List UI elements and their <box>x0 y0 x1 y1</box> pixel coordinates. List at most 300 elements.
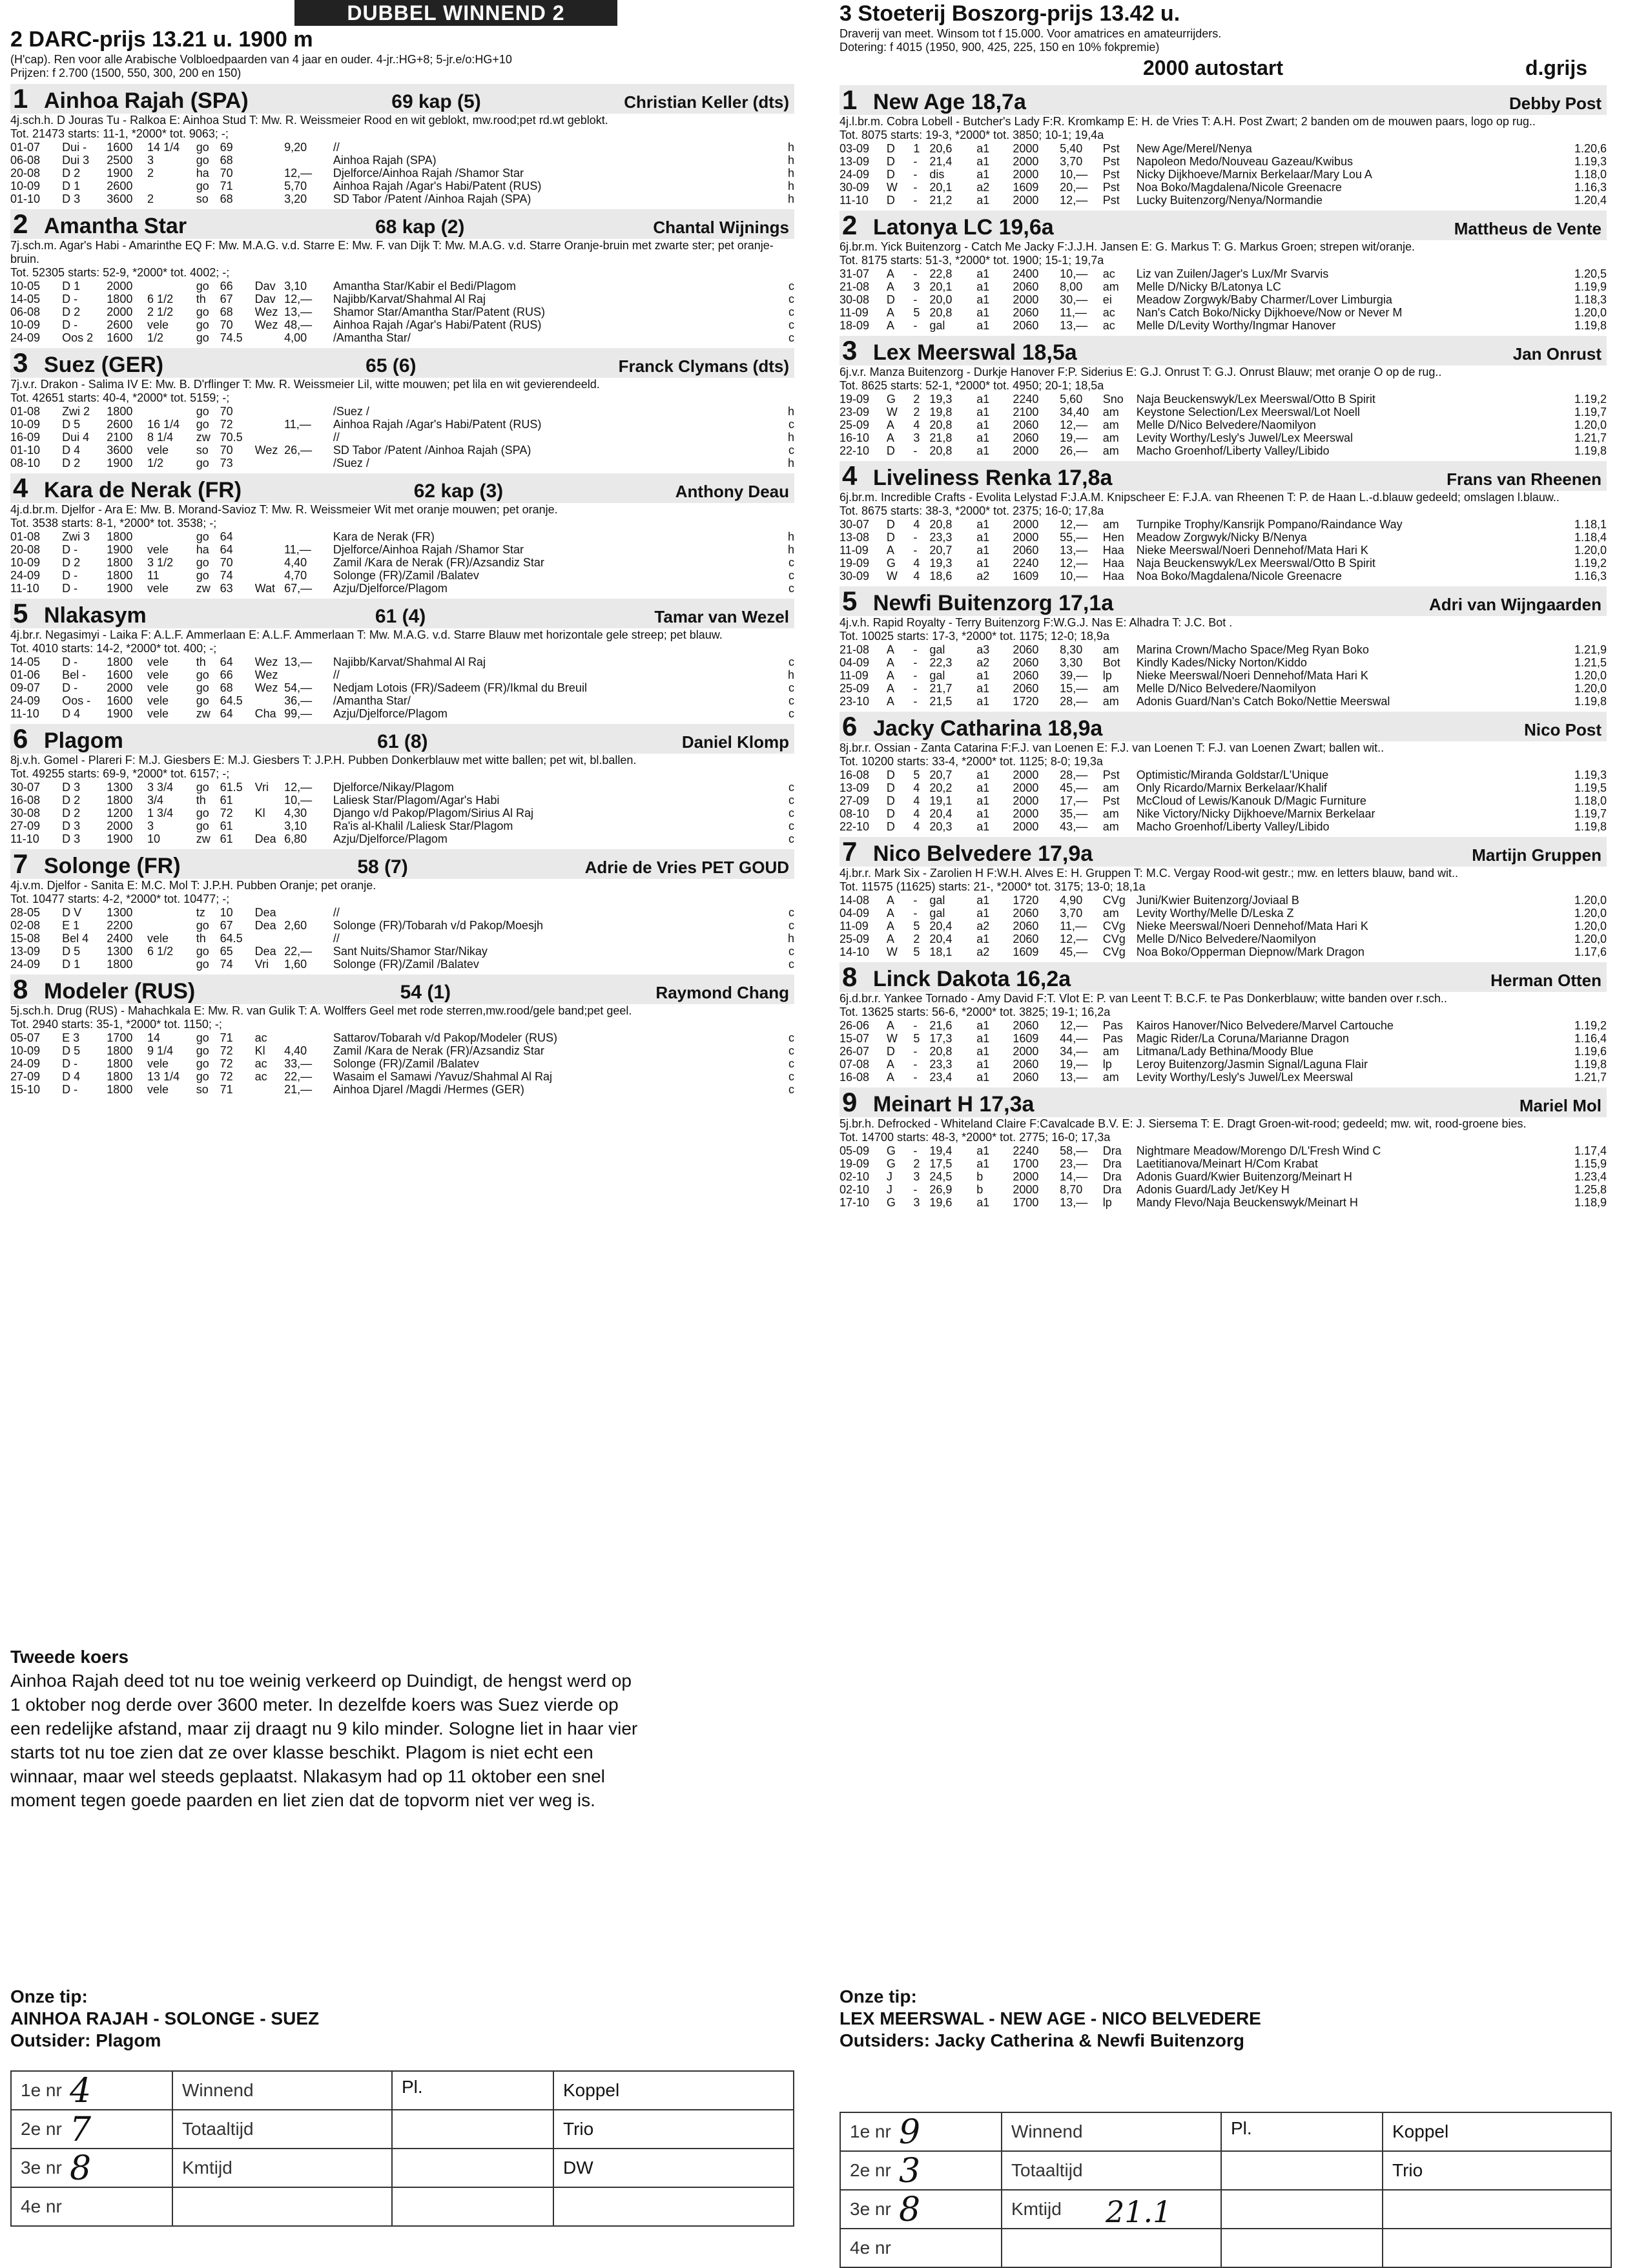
form-cell: 11-09 <box>839 544 869 557</box>
form-cell <box>255 167 284 180</box>
driver-name: Martijn Gruppen <box>1472 845 1602 865</box>
form-row <box>839 894 1607 907</box>
position-cell <box>11 2149 172 2187</box>
horse-header <box>10 209 794 239</box>
form-cell: 10 <box>147 832 161 845</box>
form-cell: D 2 <box>62 807 81 820</box>
form-cell: Leroy Buitenzorg/Jasmin Signal/Laguna Flair <box>1136 1058 1368 1071</box>
form-cell: Noa Boko/Opperman Diepnow/Mark Dragon <box>1136 945 1365 958</box>
form-cell: Dav <box>254 293 276 305</box>
form-cell: go <box>196 556 209 569</box>
form-cell: 20,6 <box>929 142 953 155</box>
form-cell: Bel - <box>62 668 87 681</box>
form-row <box>10 331 794 344</box>
form-row <box>839 306 1607 319</box>
form-cell: a1 <box>976 933 990 945</box>
form-cell: 67 <box>220 919 233 932</box>
horse-weight: 61 (8) <box>377 731 428 752</box>
form-row <box>839 155 1607 168</box>
form-cell: New Age/Merel/Nenya <box>1136 142 1252 155</box>
form-cell: Wez <box>254 305 278 318</box>
form-cell: - <box>913 544 918 557</box>
form-cell: zw <box>196 832 211 845</box>
form-cell: 22,— <box>284 945 313 958</box>
form-cell: a2 <box>976 656 990 669</box>
horse-header <box>10 724 794 754</box>
form-cell: a1 <box>976 280 990 293</box>
jockey-name: Franck Clymans (dts) <box>618 356 789 376</box>
form-cell: Juni/Kwier Buitenzorg/Joviaal B <box>1136 894 1299 907</box>
form-cell: 9 1/4 <box>147 1044 174 1057</box>
form-cell: vele <box>147 318 169 331</box>
horse-header <box>839 211 1607 240</box>
form-cell: Adonis Guard/Kwier Buitenzorg/Meinart H <box>1136 1170 1352 1183</box>
horse-name: Newfi Buitenzorg 17,1a <box>873 591 1114 615</box>
form-cell: A <box>886 306 894 319</box>
form-cell: 19,8 <box>929 406 953 418</box>
form-cell: D <box>886 820 895 833</box>
form-cell: 1.19,6 <box>1574 1045 1607 1058</box>
form-cell: 10-09 <box>10 180 41 192</box>
form-cell: 1800 <box>107 556 133 569</box>
horse-totals: Tot. 10200 starts: 33-4, *2000* tot. 1125; 8-0; 19,3a <box>839 755 1103 768</box>
form-cell: go <box>196 305 209 318</box>
form-cell: 21,2 <box>929 194 953 207</box>
form-cell: Marina Crown/Macho Space/Meg Ryan Boko <box>1136 643 1369 656</box>
tip-picks: AINHOA RAJAH - SOLONGE - SUEZ <box>10 2008 320 2028</box>
position-label: 4e nr <box>850 2238 891 2258</box>
form-row <box>839 406 1607 418</box>
form-cell: go <box>196 154 209 167</box>
form-cell: Najibb/Karvat/Shahmal Al Raj <box>333 655 486 668</box>
form-cell: am <box>1102 643 1119 656</box>
form-cell: 1.16,3 <box>1574 570 1607 582</box>
form-cell: Amantha Star/Kabir el Bedi/Plagom <box>333 280 516 293</box>
form-row <box>10 280 794 293</box>
jockey-name: Adrie de Vries PET GOUD <box>584 858 789 877</box>
form-cell: 2 <box>913 406 920 418</box>
horse-name: Nico Belvedere 17,9a <box>873 841 1093 866</box>
form-table <box>10 1031 794 1096</box>
start-type: 2000 autostart <box>1143 56 1283 79</box>
form-cell: a1 <box>976 807 990 820</box>
commentary-line: moment tegen goede paarden en liet zien dat de topvorm niet ver weg is. <box>10 1790 595 1810</box>
form-cell: 20,1 <box>929 280 953 293</box>
form-cell: 66 <box>220 668 233 681</box>
form-cell: 27-09 <box>839 794 870 807</box>
jockey-name: Tamar van Wezel <box>654 607 789 626</box>
form-cell: 23,— <box>1060 1157 1088 1170</box>
form-cell: th <box>196 932 206 945</box>
form-cell: 04-09 <box>839 907 870 920</box>
horse-number: 8 <box>842 962 858 992</box>
form-cell: 4 <box>913 557 920 570</box>
form-cell: 1800 <box>107 569 133 582</box>
place-cell <box>392 2110 553 2149</box>
form-cell: D - <box>62 1057 78 1070</box>
form-cell: 10,— <box>1060 570 1088 582</box>
horse-number: 7 <box>842 837 858 867</box>
form-row <box>10 807 794 820</box>
form-cell: 1609 <box>1013 1032 1039 1045</box>
form-cell: 66 <box>220 280 233 293</box>
form-row <box>839 781 1607 794</box>
form-cell: 1700 <box>1013 1196 1039 1209</box>
form-cell: 2240 <box>1013 557 1039 570</box>
form-cell: 4,30 <box>284 807 307 820</box>
form-cell: 6 1/2 <box>147 293 174 305</box>
form-cell: Nieke Meerswal/Noeri Dennehof/Mata Hari K <box>1136 669 1368 682</box>
form-cell: 24-09 <box>10 569 41 582</box>
form-cell: 1800 <box>107 958 133 971</box>
form-cell: Dea <box>254 906 276 919</box>
form-cell: Pst <box>1102 168 1120 181</box>
form-cell: Oos - <box>62 694 91 707</box>
form-row <box>10 141 794 154</box>
form-cell: Sant Nuits/Shamor Star/Nikay <box>333 945 488 958</box>
horse-number: 4 <box>842 461 858 491</box>
form-row <box>10 444 794 457</box>
horse-description: 6j.br.m. Incredible Crafts - Evolita Lelystad F:J.A.M. Knipscheer E: F.J.A. van Rheenen T: P. de Haan L.-d.blauw gedeeld; omslagen l.blauw.. <box>839 491 1560 504</box>
form-cell: Shamor Star/Amantha Star/Patent (RUS) <box>333 305 545 318</box>
form-table <box>10 141 794 205</box>
horse-description: 7j.sch.m. Agar's Habi - Amarinthe EQ F: Mw. M.A.G. v.d. Starre E: Mw. F. van Dijk T: Mw. M.A.G. v.d. Starre Oranje-bruin met zwarte ster; pet oranje-bruin. <box>10 239 774 265</box>
form-cell: a1 <box>976 1071 990 1084</box>
form-cell: c <box>788 1083 794 1096</box>
form-cell: 13,— <box>1060 544 1088 557</box>
form-row <box>10 707 794 720</box>
form-cell: 17-10 <box>839 1196 870 1209</box>
form-cell: 1.19,3 <box>1574 768 1607 781</box>
position-cell <box>840 2229 1002 2267</box>
horse-description: 4j.d.br.m. Djelfor - Ara E: Mw. B. Morand-Savioz T: Mw. R. Weissmeier Wit met oranje mouwen; pet oranje. <box>10 503 558 516</box>
form-row <box>839 1071 1607 1084</box>
form-cell: Magic Rider/La Coruna/Marianne Dragon <box>1136 1032 1349 1045</box>
form-cell: 12,— <box>284 781 313 794</box>
form-cell: c <box>788 906 794 919</box>
form-cell: 44,— <box>1060 1032 1088 1045</box>
form-cell: A <box>886 267 894 280</box>
form-row <box>839 643 1607 656</box>
form-cell: 2060 <box>1013 643 1039 656</box>
form-cell: 1.20,0 <box>1574 669 1607 682</box>
race-2-column <box>10 0 794 1096</box>
form-cell: 1.19,3 <box>1574 155 1607 168</box>
form-cell: 1.20,0 <box>1574 418 1607 431</box>
handwritten-pick: 9 <box>899 2113 921 2152</box>
form-cell: 6,80 <box>284 832 307 845</box>
form-cell: 2000 <box>1013 155 1039 168</box>
form-cell: 13,— <box>1060 319 1088 332</box>
horse-totals: Tot. 49255 starts: 69-9, *2000* tot. 6157; -; <box>10 767 230 780</box>
form-row <box>839 570 1607 582</box>
form-cell <box>255 569 284 582</box>
horse-entry <box>839 712 1607 833</box>
form-cell: 19-09 <box>839 557 870 570</box>
form-cell: 4 <box>913 781 920 794</box>
form-cell: am <box>1102 518 1119 531</box>
form-cell: Sno <box>1102 393 1124 406</box>
commentary-heading: Tweede koers <box>10 1647 129 1667</box>
form-cell: 01-07 <box>10 141 41 154</box>
form-cell: c <box>788 280 794 293</box>
form-cell: am <box>1102 695 1119 708</box>
form-row <box>10 569 794 582</box>
form-cell: Ra'is al-Khalil /Laliesk Star/Plagom <box>333 820 513 832</box>
race-3-column <box>839 0 1607 1209</box>
form-cell: 1.21,5 <box>1574 656 1607 669</box>
form-cell: so <box>196 192 209 205</box>
form-cell: a1 <box>976 695 990 708</box>
form-cell: 1600 <box>107 141 133 154</box>
form-cell: 1.21,7 <box>1574 1071 1607 1084</box>
form-cell: Kara de Nerak (FR) <box>333 530 435 543</box>
form-cell: 4,00 <box>284 331 307 344</box>
horse-number: 1 <box>13 84 28 114</box>
form-cell: 34,40 <box>1060 406 1089 418</box>
horse-weight: 58 (7) <box>357 856 408 878</box>
form-cell: Melle D/Nico Belvedere/Naomilyon <box>1136 933 1316 945</box>
form-cell: 2 <box>913 393 920 406</box>
form-cell: Dra <box>1102 1183 1122 1196</box>
bet-type-label: Winnend <box>1011 2121 1083 2141</box>
grid-row <box>840 2190 1611 2229</box>
form-cell: 72 <box>220 418 233 431</box>
form-cell: 19,6 <box>929 1196 953 1209</box>
horse-header <box>10 849 794 879</box>
horse-totals: Tot. 8175 starts: 51-3, *2000* tot. 1900; 15-1; 19,7a <box>839 254 1104 267</box>
form-cell: go <box>196 694 209 707</box>
form-row <box>839 1170 1607 1183</box>
form-cell: 39,— <box>1060 669 1088 682</box>
horse-header <box>839 586 1607 616</box>
form-cell: 21,8 <box>929 431 953 444</box>
form-cell: Wez <box>254 681 278 694</box>
position-label: 2e nr <box>21 2119 62 2139</box>
form-cell: lp <box>1102 669 1112 682</box>
form-cell: lp <box>1102 1058 1112 1071</box>
pool-cell <box>553 2187 794 2226</box>
form-cell: a1 <box>976 168 990 181</box>
form-cell: am <box>1102 907 1119 920</box>
pool-cell: DW <box>553 2149 794 2187</box>
form-cell: 1609 <box>1013 570 1039 582</box>
form-cell: 70 <box>220 405 233 418</box>
form-cell: 21,— <box>284 1083 313 1096</box>
form-row <box>839 1196 1607 1209</box>
form-cell: Laliesk Star/Plagom/Agar's Habi <box>333 794 500 807</box>
form-cell: 54,— <box>284 681 313 694</box>
form-cell: Oos 2 <box>62 331 94 344</box>
form-cell: ei <box>1102 293 1112 306</box>
form-cell: 1.17,6 <box>1574 945 1607 958</box>
form-cell: 26,— <box>1060 444 1088 457</box>
driver-name: Jan Onrust <box>1512 344 1602 364</box>
form-cell: ac <box>254 1070 267 1083</box>
form-cell: a1 <box>976 1019 990 1032</box>
form-cell <box>147 906 196 919</box>
form-cell: th <box>196 655 206 668</box>
form-cell: 2000 <box>1013 1045 1039 1058</box>
form-cell: 1.21,9 <box>1574 643 1607 656</box>
form-cell <box>255 154 284 167</box>
form-cell: 08-10 <box>839 807 870 820</box>
form-cell: Mandy Flevo/Naja Beuckenswyk/Meinart H <box>1136 1196 1358 1209</box>
form-cell: A <box>886 920 894 933</box>
form-cell: - <box>913 293 918 306</box>
form-cell: go <box>196 820 209 832</box>
form-cell: 1900 <box>107 543 133 556</box>
form-cell: a1 <box>976 142 990 155</box>
form-cell: so <box>196 444 209 457</box>
horse-entry <box>10 348 794 469</box>
form-cell: 24-09 <box>10 958 41 971</box>
form-cell: 2000 <box>1013 1170 1039 1183</box>
form-cell: 25-09 <box>839 682 870 695</box>
form-cell: 1.19,2 <box>1574 557 1607 570</box>
form-cell: Nike Victory/Nicky Dijkhoeve/Marnix Berkelaar <box>1136 807 1375 820</box>
form-cell: Haa <box>1102 557 1124 570</box>
bet-type-label: Totaaltijd <box>1011 2160 1083 2180</box>
tip-picks: LEX MEERSWAL - NEW AGE - NICO BELVEDERE <box>839 2008 1261 2028</box>
form-cell: 61.5 <box>220 781 243 794</box>
form-cell: Wasaim el Samawi /Yavuz/Shahmal Al Raj <box>333 1070 552 1083</box>
form-cell <box>284 405 333 418</box>
form-cell: 64 <box>220 530 233 543</box>
form-cell: gal <box>929 669 945 682</box>
form-cell: 30-08 <box>839 293 870 306</box>
form-cell: // <box>333 668 340 681</box>
form-cell: Pst <box>1102 142 1120 155</box>
form-cell: 10-05 <box>10 280 41 293</box>
position-cell <box>840 2190 1002 2229</box>
form-cell: Only Ricardo/Marnix Berkelaar/Khalif <box>1136 781 1327 794</box>
form-cell: 2000 <box>1013 781 1039 794</box>
position-cell <box>840 2112 1002 2151</box>
form-cell: gal <box>929 319 945 332</box>
form-cell: 05-07 <box>10 1031 41 1044</box>
form-cell: G <box>886 557 896 570</box>
form-cell: 19,4 <box>929 1144 953 1157</box>
form-cell: vele <box>147 681 169 694</box>
form-row <box>839 920 1607 933</box>
form-cell: ha <box>196 167 209 180</box>
form-cell: 11-09 <box>839 669 869 682</box>
form-cell: 64 <box>220 655 233 668</box>
form-cell: A <box>886 544 894 557</box>
form-cell: Nedjam Lotois (FR)/Sadeem (FR)/Ikmal du Breuil <box>333 681 587 694</box>
horse-name: Solonge (FR) <box>44 854 181 878</box>
horse-description: 5j.sch.h. Drug (RUS) - Mahachkala E: Mw. R. van Gulik T: A. Wolffers Geel met rode sterren,mw.rood/gele band;pet geel. <box>10 1004 632 1017</box>
form-cell: D 3 <box>62 820 81 832</box>
form-cell: E 1 <box>62 919 80 932</box>
form-cell: 28-05 <box>10 906 41 919</box>
form-cell: 20,8 <box>929 306 953 319</box>
form-cell: 9,20 <box>284 141 307 154</box>
form-cell: Dea <box>254 832 276 845</box>
form-cell: c <box>788 569 794 582</box>
horse-name: Nlakasym <box>44 603 147 628</box>
horse-header <box>839 85 1607 115</box>
form-row <box>10 305 794 318</box>
form-cell: Turnpike Trophy/Kansrijk Pompano/Raindance Way <box>1136 518 1403 531</box>
form-cell: go <box>196 1044 209 1057</box>
form-cell: 1.20,0 <box>1574 682 1607 695</box>
form-cell: c <box>788 331 794 344</box>
form-cell: Levity Worthy/Melle D/Leska Z <box>1136 907 1294 920</box>
form-cell: Zwi 3 <box>62 530 90 543</box>
form-cell: 1 3/4 <box>147 807 174 820</box>
form-cell: 3 1/2 <box>147 556 174 569</box>
form-cell: Macho Groenhof/Liberty Valley/Libido <box>1136 444 1330 457</box>
form-cell: 99,— <box>284 707 313 720</box>
form-cell: 20,8 <box>929 518 953 531</box>
form-cell: Pst <box>1102 155 1120 168</box>
place-cell <box>392 2149 553 2187</box>
form-cell: h <box>787 405 794 418</box>
form-cell <box>147 280 196 293</box>
form-cell: 5 <box>913 920 920 933</box>
form-row <box>839 168 1607 181</box>
form-cell: 2000 <box>1013 142 1039 155</box>
form-cell: Dav <box>254 280 276 293</box>
form-cell: a1 <box>976 293 990 306</box>
form-cell: 67 <box>220 293 233 305</box>
handwritten-time: 21.1 <box>1106 2194 1172 2229</box>
form-row <box>839 557 1607 570</box>
form-row <box>10 906 794 919</box>
form-table <box>839 1019 1607 1084</box>
form-cell: a1 <box>976 544 990 557</box>
horse-weight: 54 (1) <box>400 982 451 1003</box>
form-cell: 2000 <box>1013 444 1039 457</box>
grid-row <box>11 2149 794 2187</box>
form-cell: 22,3 <box>929 656 953 669</box>
horse-header <box>839 336 1607 366</box>
form-cell <box>147 958 196 971</box>
grid-row <box>11 2071 794 2110</box>
form-cell: 63 <box>220 582 233 595</box>
form-cell: 2000 <box>1013 293 1039 306</box>
form-cell: 19,— <box>1060 1058 1088 1071</box>
form-cell: go <box>196 318 209 331</box>
form-cell: Lucky Buitenzorg/Nenya/Normandie <box>1136 194 1323 207</box>
form-cell: 1.18,9 <box>1574 1196 1607 1209</box>
form-cell: 25-09 <box>839 933 870 945</box>
form-cell: 23,3 <box>929 1058 953 1071</box>
form-cell: lp <box>1102 1196 1112 1209</box>
form-cell: go <box>196 1057 209 1070</box>
form-cell: 27-09 <box>10 820 41 832</box>
form-cell: 2500 <box>107 154 133 167</box>
form-cell: zw <box>196 431 211 444</box>
form-row <box>839 820 1607 833</box>
form-cell: a1 <box>976 682 990 695</box>
horse-name: Latonya LC 19,6a <box>873 215 1054 240</box>
form-cell: - <box>913 1019 918 1032</box>
form-cell: - <box>913 444 918 457</box>
form-cell: Pst <box>1102 768 1120 781</box>
horse-header <box>839 712 1607 741</box>
horse-entry <box>839 837 1607 958</box>
form-row <box>10 694 794 707</box>
form-row <box>10 1070 794 1083</box>
form-cell: 21-08 <box>839 280 870 293</box>
form-cell: - <box>913 1045 918 1058</box>
form-row <box>10 167 794 180</box>
tip-label: Onze tip: <box>10 1986 88 2006</box>
form-cell: h <box>787 141 794 154</box>
